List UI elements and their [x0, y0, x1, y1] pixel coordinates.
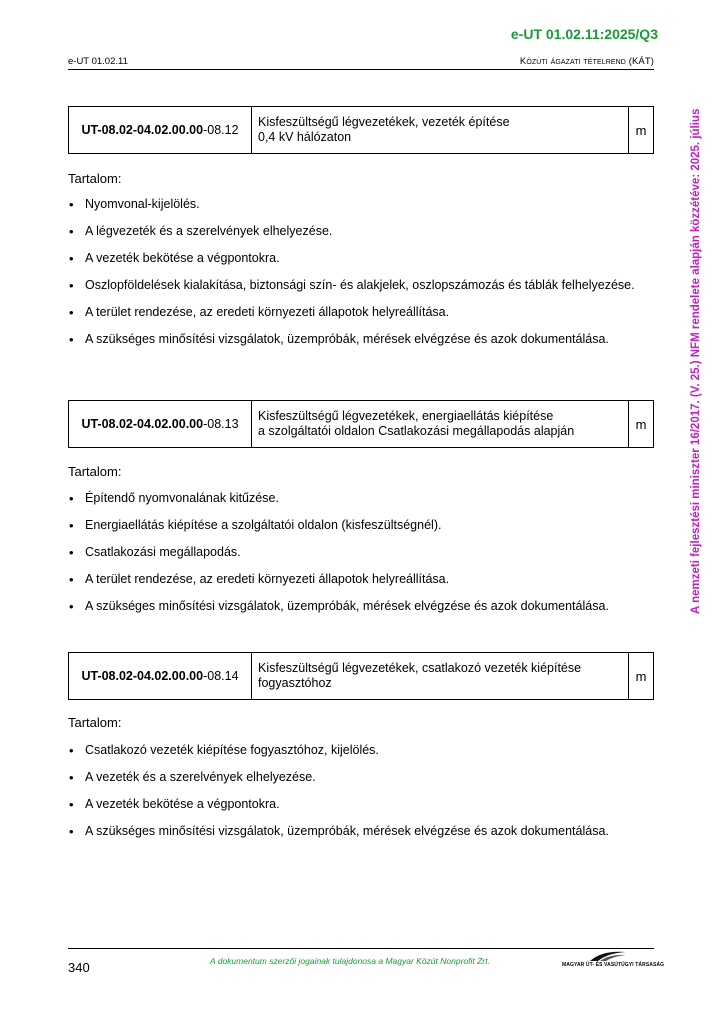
header-left: e-UT 01.02.11 [68, 56, 128, 67]
list-item: • A légvezeték és a szerelvények elhelyezése. [68, 224, 654, 239]
content-label: Tartalom: [68, 715, 122, 730]
header-right: Közúti ágazati tételrend (KÁT) [519, 56, 654, 67]
list-item: • A vezeték bekötése a végpontokra. [68, 797, 654, 812]
item-description-line: Kisfeszültségű légvezetékek, energiaellátás kiépítése [258, 409, 554, 423]
list-item: • A terület rendezése, az eredeti környezeti állapotok helyreállítása. [68, 572, 654, 587]
item-code [69, 653, 252, 699]
item-description [252, 653, 629, 699]
item-code-suffix: -08.14 [203, 669, 239, 683]
item-description-line: a szolgáltatói oldalon Csatlakozási megállapodás alapján [258, 424, 575, 438]
item-code-main: UT-08.02-04.02.00.00 [81, 669, 204, 683]
list-item: • A szükséges minősítési vizsgálatok, üzempróbák, mérések elvégzése és azok dokumentálása. [68, 824, 654, 839]
list-item: • Csatlakozó vezeték kiépítése fogyasztóhoz, kijelölés. [68, 743, 654, 758]
item-unit: m [635, 668, 647, 684]
footer-divider [68, 948, 654, 949]
item-code [69, 401, 252, 447]
list-item: • Nyomvonal-kijelölés. [68, 197, 654, 212]
item-code-main: UT-08.02-04.02.00.00 [81, 417, 204, 431]
list-item: • Energiaellátás kiépítése a szolgáltatói oldalon (kisfeszültségnél). [68, 518, 654, 533]
list-item: • Építendő nyomvonalának kitűzése. [68, 491, 654, 506]
item-description-line: Kisfeszültségű légvezetékek, vezeték építése [258, 115, 510, 129]
list-item: • A terület rendezése, az eredeti környezeti állapotok helyreállítása. [68, 305, 654, 320]
item-description [252, 401, 629, 447]
list-item: • A szükséges minősítési vizsgálatok, üzempróbák, mérések elvégzése és azok dokumentálása. [68, 599, 654, 614]
document-code: e-UT 01.02.11:2025/Q3 [510, 26, 658, 42]
item-unit: m [635, 122, 647, 138]
logo-text: MAGYAR ÚT- ÉS VASÚTÜGYI TÁRSASÁG [562, 962, 665, 968]
page-header [68, 56, 654, 70]
item-code-suffix: -08.12 [203, 123, 239, 137]
item-description [252, 107, 629, 153]
list-item: • Csatlakozási megállapodás. [68, 545, 654, 560]
page-number: 340 [68, 960, 90, 975]
content-list [68, 197, 654, 359]
list-item: • Oszlopföldelések kialakítása, biztonsági szín- és alakjelek, oszlopszámozás és táblák felhelyezése. [68, 278, 654, 293]
content-list [68, 743, 654, 851]
item-description-line: Kisfeszültségű légvezetékek, csatlakozó vezeték kiépítése [258, 661, 582, 675]
content-list [68, 491, 654, 626]
item-table [68, 400, 654, 448]
side-publication-note: A nemzeti fejlesztési miniszter 16/2017. (V. 25.) NFM rendelete alapján közzétéve: 2025. július [690, 108, 702, 614]
item-unit: m [635, 416, 647, 432]
list-item: • A vezeték és a szerelvények elhelyezése. [68, 770, 654, 785]
item-description-line: 0,4 kV hálózaton [258, 130, 352, 144]
item-table [68, 652, 654, 700]
item-code-suffix: -08.13 [203, 417, 239, 431]
item-description-line: fogyasztóhoz [258, 676, 332, 690]
list-item: • A vezeték bekötése a végpontokra. [68, 251, 654, 266]
item-table [68, 106, 654, 154]
road-logo-icon [588, 950, 628, 962]
copyright-note: A dokumentum szerzői jogainak tulajdonosa a Magyar Közút Nonprofit Zrt. [210, 956, 490, 966]
company-logo [562, 950, 665, 972]
content-label: Tartalom: [68, 464, 122, 479]
content-label: Tartalom: [68, 171, 122, 186]
list-item: • A szükséges minősítési vizsgálatok, üzempróbák, mérések elvégzése és azok dokumentálása. [68, 332, 654, 347]
item-code [69, 107, 252, 153]
item-code-main: UT-08.02-04.02.00.00 [81, 123, 204, 137]
